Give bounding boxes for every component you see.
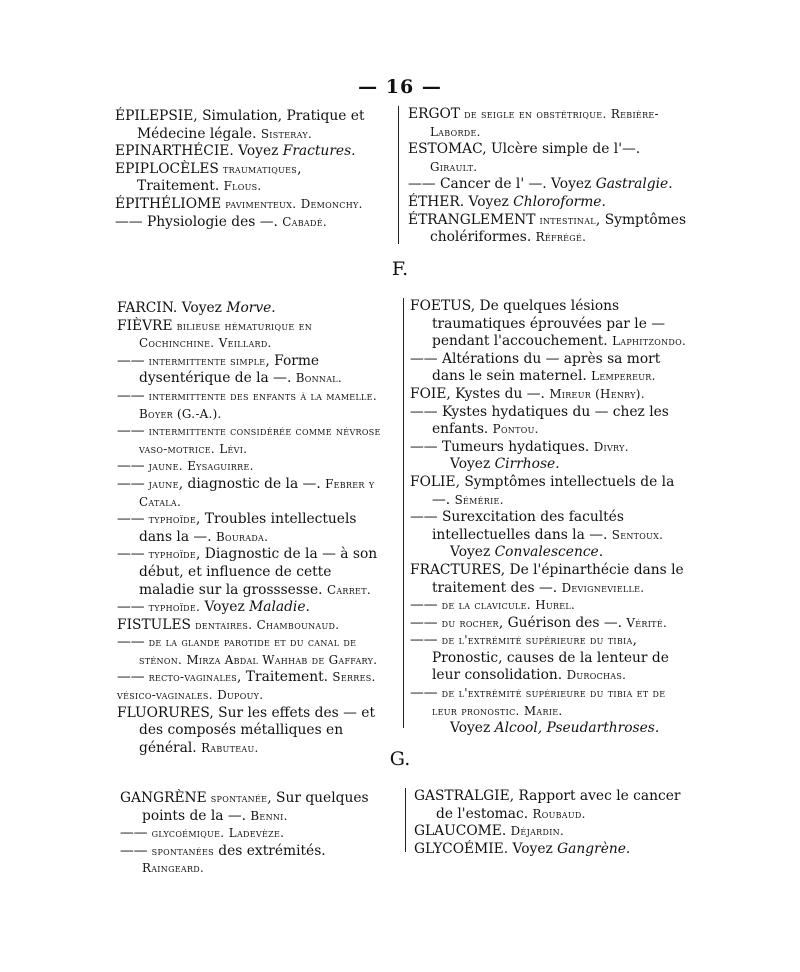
section-f-left-column	[117, 300, 389, 757]
entry-dash: ——	[117, 475, 145, 492]
entry-text: , Traitement.	[137, 160, 302, 195]
entry-author: Marie.	[523, 703, 563, 718]
index-entry	[120, 825, 392, 843]
entry-heading: ERGOT	[408, 106, 460, 122]
entry-author: Ladevèze.	[228, 826, 285, 841]
entry-qualifier: intermittente simple	[144, 353, 266, 368]
entry-text: , Simulation, Pratique et Médecine légale.	[137, 108, 365, 142]
entry-dash: ——	[408, 176, 436, 193]
entry-qualifier: jaune.	[144, 459, 183, 474]
section-f-right-column	[410, 298, 692, 738]
entry-heading: ÉPILEPSIE	[115, 108, 194, 124]
entry-author: Carret.	[326, 582, 371, 597]
column-divider	[403, 298, 404, 728]
index-entry	[117, 511, 389, 546]
entry-author: Veillard.	[218, 336, 272, 351]
entry-crossref: Gastralgie.	[595, 176, 673, 193]
entry-author: Flous.	[223, 179, 262, 194]
index-entry	[414, 823, 694, 841]
section-g-left-column	[120, 790, 392, 878]
entry-text: Surexcitation des facultés intellectuelles dans la —.	[432, 509, 624, 543]
page-number: — 16 —	[358, 76, 442, 98]
entry-dash: ——	[410, 632, 438, 649]
entry-text: , Symptômes cholériformes.	[430, 211, 687, 246]
entry-text: , Diagnostic de la — à son début, et influence de cette maladie sur la grosssesse.	[139, 546, 378, 598]
entry-heading: FLUORURES	[117, 704, 210, 721]
entry-dash: ——	[410, 438, 438, 455]
entry-text: , Symptômes intellectuels de la—.	[432, 473, 675, 508]
entry-text: Altérations du — après sa mort dans le sein maternel.	[432, 350, 661, 385]
entry-heading: FIÈVRE	[117, 317, 173, 334]
entry-author: Cabadé.	[282, 214, 327, 229]
entry-author: Bonnal.	[295, 371, 342, 386]
entry-author: Febrer y Catala.	[139, 476, 375, 509]
index-entry	[117, 617, 389, 635]
entry-text: , Guérison des —.	[498, 614, 627, 631]
index-entry	[408, 194, 690, 212]
entry-qualifier: du rocher	[437, 615, 499, 630]
entry-author: Chambounaud.	[256, 617, 340, 632]
entry-author: Sisteray.	[260, 126, 313, 141]
entry-crossref: Fractures.	[282, 143, 356, 160]
entry-text: , diagnostic de la —.	[178, 475, 326, 492]
entry-author: Bourada.	[216, 529, 269, 544]
index-entry	[414, 788, 694, 823]
entry-text: Voyez	[200, 599, 250, 616]
entry-dash: ——	[120, 842, 148, 859]
see-also-label: Voyez	[450, 456, 495, 473]
entry-dash: ——	[410, 685, 438, 702]
entry-heading: FISTULES	[117, 616, 191, 633]
index-entry	[117, 318, 389, 353]
entry-qualifier: intestinal	[535, 212, 596, 227]
index-entry	[115, 214, 387, 232]
entry-dash: ——	[117, 669, 145, 686]
index-entry	[117, 388, 389, 423]
entry-heading: ESTOMAC	[408, 141, 483, 158]
entry-qualifier: pavimenteux.	[221, 196, 297, 211]
index-entry	[117, 458, 389, 476]
entry-author: Pontou.	[492, 422, 539, 437]
entry-qualifier: de la glande parotide et du canal de sténon.	[139, 635, 357, 667]
see-also-label: Voyez	[450, 720, 495, 737]
index-entry	[117, 687, 389, 705]
entry-text: , Sur quelques points de la —.	[142, 790, 369, 824]
entry-crossref: Maladie.	[249, 599, 310, 616]
index-entry	[120, 843, 392, 878]
entry-crossref: Morve.	[226, 300, 276, 316]
entry-text: , Sur les effets des — et des composés métalliques en général.	[139, 704, 375, 756]
entry-qualifier: glycoémique.	[147, 826, 225, 841]
entry-author: Dupouy.	[217, 688, 264, 703]
column-divider	[398, 106, 399, 244]
entry-author: Girault.	[430, 159, 478, 174]
see-also-label: Voyez	[450, 544, 495, 561]
index-entry	[117, 423, 389, 458]
entry-qualifier: intermittente des enfants à la mamelle.	[144, 388, 377, 403]
index-entry	[410, 597, 692, 615]
entry-heading: GLAUCOME	[414, 823, 502, 840]
entry-author: Rabuteau.	[201, 740, 259, 755]
entry-author: Durochas.	[566, 668, 627, 683]
entry-heading: ÉTRANGLEMENT	[408, 211, 536, 228]
section-letter-g: G.	[389, 748, 411, 770]
entry-qualifier: de l'extrémité supérieure du tibia	[437, 633, 633, 648]
entry-heading: GLYCOÉMIE	[414, 840, 504, 857]
entry-qualifier: typhoïde.	[144, 600, 201, 615]
entry-author: Mireur (Henry).	[549, 386, 645, 401]
entry-dash: ——	[117, 511, 145, 528]
index-entry	[414, 841, 694, 859]
entry-heading: GASTRALGIE	[414, 788, 510, 804]
entry-author: Roubaud.	[532, 806, 586, 821]
entry-author: Lempereur.	[591, 369, 656, 384]
index-entry	[410, 685, 692, 720]
index-entry	[410, 474, 692, 509]
entry-dash: ——	[410, 509, 438, 526]
entry-qualifier: de seigle en obstétrique.	[460, 107, 607, 121]
section-e-left-column	[115, 108, 387, 231]
index-entry	[408, 106, 690, 141]
entry-text: , Pronostic, causes de la lenteur de leur consolidation.	[432, 632, 669, 684]
entry-text: . Voyez	[459, 193, 514, 210]
index-entry	[117, 599, 389, 617]
entry-heading: EPIPLOCÈLES	[115, 160, 219, 177]
entry-text: . Voyez	[172, 300, 227, 316]
entry-heading: FOLIE	[410, 473, 456, 490]
entry-text: des extrémités.	[213, 842, 326, 859]
entry-heading: ÉPITHÉLIOME	[115, 195, 222, 212]
entry-author: Rebière-Laborde.	[430, 107, 659, 139]
entry-author: Laphitzondo.	[612, 334, 687, 349]
index-entry	[410, 509, 692, 544]
index-entry	[120, 790, 392, 825]
entry-author: Divry.	[593, 439, 629, 454]
entry-author: Devignevielle.	[561, 580, 645, 595]
entry-author: Déjardin.	[510, 824, 565, 839]
index-entry	[410, 615, 692, 633]
entry-text: , Rapport avec le cancer de l'estomac.	[436, 788, 681, 822]
entry-author: Raingeard.	[142, 861, 205, 876]
entry-text: , Kystes du —.	[446, 385, 550, 402]
entry-author: Eysaguirre.	[187, 459, 254, 474]
see-also-target: Alcool, Pseudarthroses.	[494, 720, 660, 737]
entry-qualifier: intermittente considérée comme névrose vaso-motrice.	[139, 424, 381, 456]
entry-author: Sémérie.	[454, 492, 504, 507]
entry-dash: ——	[117, 599, 145, 616]
index-entry	[117, 300, 389, 318]
entry-dash: ——	[117, 458, 145, 475]
entry-text: , De l'épinarthécie dans le traitement des —.	[432, 561, 684, 596]
entry-dash: ——	[410, 403, 438, 420]
see-also-line	[410, 544, 692, 562]
entry-qualifier: spontanées	[147, 843, 214, 858]
entry-qualifier: recto-vaginales	[144, 670, 238, 685]
entry-qualifier: bilieuse hématurique en Cochinchine.	[139, 318, 313, 351]
entry-dash: ——	[117, 546, 145, 563]
entry-heading: FOIE	[410, 385, 447, 402]
entry-heading: GANGRÈNE	[120, 790, 207, 806]
index-entry	[117, 353, 389, 388]
index-entry	[117, 634, 389, 669]
entry-text: .	[501, 823, 511, 840]
index-entry	[410, 351, 692, 386]
column-divider	[405, 788, 406, 852]
entry-author: Mirza Abdal Wahhab de Gaffary.	[186, 652, 378, 667]
entry-author: Hurel.	[535, 598, 576, 613]
entry-text: , Forme dysentérique de la —.	[139, 352, 320, 387]
index-entry	[115, 143, 387, 161]
entry-dash: ——	[410, 614, 438, 631]
entry-qualifier: typhoïde	[144, 547, 197, 562]
entry-author: Lévi.	[219, 441, 248, 456]
see-also-target: Cirrhose.	[494, 456, 560, 473]
entry-qualifier: typhoïde	[144, 512, 197, 527]
index-entry	[410, 386, 692, 404]
entry-author: Demonchy.	[300, 196, 363, 211]
entry-text: . Voyez	[229, 143, 283, 160]
index-entry	[117, 546, 389, 599]
entry-heading: FRACTURES	[410, 561, 501, 578]
section-letter-f: F.	[391, 258, 409, 280]
entry-dash: ——	[117, 423, 145, 440]
entry-text: , Traitement.	[237, 669, 333, 686]
entry-dash: ——	[117, 387, 145, 404]
entry-text: , Ulcère simple de l'—.	[482, 141, 641, 158]
entry-crossref: Gangrène.	[557, 840, 631, 857]
entry-heading: FOETUS	[410, 298, 471, 314]
entry-author: Boyer (G.-A.).	[139, 406, 222, 421]
index-entry	[115, 108, 387, 143]
entry-qualifier: vésico-vaginales.	[117, 688, 213, 703]
entry-text: , De quelques lésions traumatiques éprouvées par le — pendant l'accouchement.	[432, 298, 666, 350]
entry-qualifier: jaune	[144, 476, 179, 491]
entry-heading: ÉTHER	[408, 193, 460, 210]
section-e-right-column	[408, 106, 690, 247]
entry-dash: ——	[117, 352, 145, 369]
index-entry	[410, 404, 692, 439]
index-entry	[410, 298, 692, 351]
index-entry	[117, 669, 389, 687]
index-entry	[410, 562, 692, 597]
entry-text: Cancer de l' —. Voyez	[435, 176, 596, 193]
entry-qualifier: dentaires.	[191, 617, 253, 632]
entry-author: Serres.	[332, 670, 376, 685]
entry-qualifier: spontanée	[206, 791, 268, 805]
entry-author: Vérité.	[626, 615, 668, 630]
entry-qualifier: de la clavicule.	[437, 598, 531, 613]
index-entry	[410, 439, 692, 457]
entry-text: Kystes hydatiques du — chez les enfants.	[432, 403, 669, 438]
entry-heading: EPINARTHÉCIE	[115, 143, 230, 160]
entry-author: Sentoux.	[611, 527, 664, 542]
index-entry	[410, 632, 692, 685]
entry-text: Tumeurs hydatiques.	[437, 438, 594, 455]
entry-text: , Troubles intellectuels dans la —.	[139, 511, 357, 545]
index-entry	[408, 176, 690, 194]
entry-crossref: Chloroforme.	[513, 193, 606, 210]
index-entry	[115, 196, 387, 214]
entry-dash: ——	[115, 213, 143, 230]
section-g-right-column	[414, 788, 694, 858]
index-entry	[115, 161, 387, 196]
entry-qualifier: de l'extrémité supérieure du tibia et de leur pronostic.	[432, 686, 666, 718]
entry-dash: ——	[117, 634, 145, 651]
entry-text: . Voyez	[503, 840, 558, 857]
index-entry	[408, 141, 690, 176]
entry-dash: ——	[410, 350, 438, 367]
see-also-line	[410, 456, 692, 474]
entry-author: Réfrégé.	[535, 230, 587, 245]
entry-heading: FARCIN	[117, 300, 173, 316]
entry-text: Physiologie des —.	[142, 213, 283, 230]
entry-qualifier: traumatiques	[218, 161, 298, 176]
see-also-target: Convalescence.	[494, 544, 604, 561]
index-entry	[117, 476, 389, 511]
entry-dash: ——	[410, 597, 438, 614]
entry-author: Benni.	[250, 808, 288, 823]
see-also-line	[410, 720, 692, 738]
entry-dash: ——	[120, 825, 148, 842]
index-entry	[408, 212, 690, 247]
